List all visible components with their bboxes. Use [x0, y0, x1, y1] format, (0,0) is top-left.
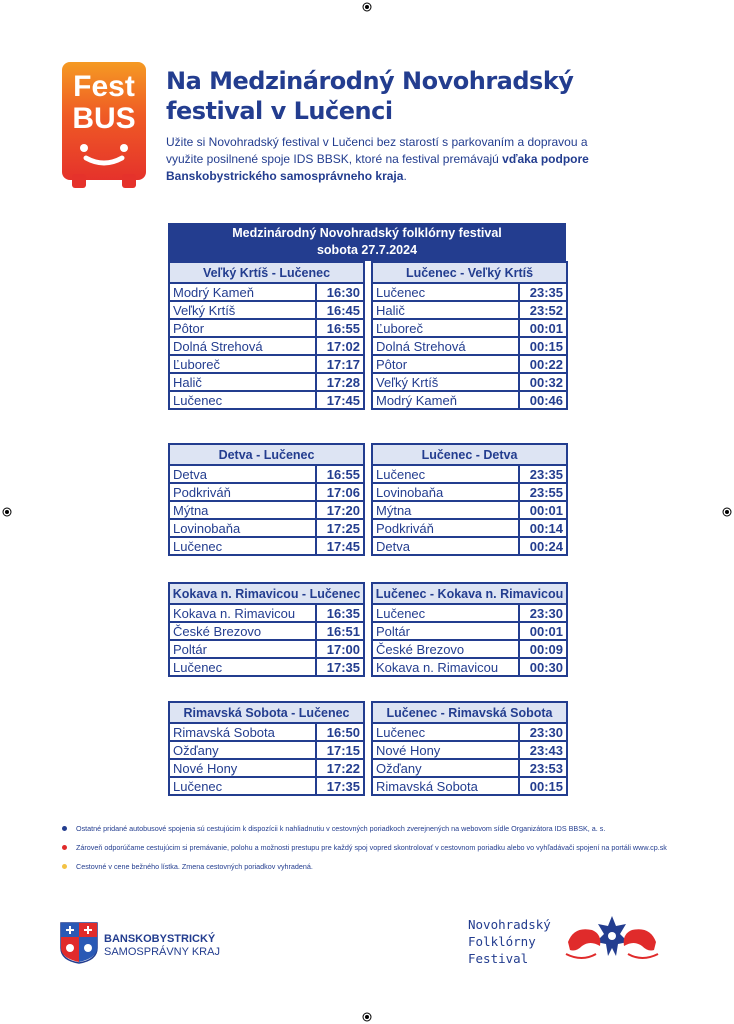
table-row: [169, 355, 567, 373]
route-title-outbound: Kokava n. Rimavicou - Lučenec: [169, 583, 364, 604]
stop-name: Lučenec: [372, 465, 519, 483]
stop-name: Poltár: [372, 622, 519, 640]
departure-time: 16:55: [316, 465, 364, 483]
stop-name: Veľký Krtíš: [169, 301, 316, 319]
stop-name: Lučenec: [169, 537, 316, 555]
stop-name: Mýtna: [372, 501, 519, 519]
stop-name: Poltár: [169, 640, 316, 658]
notes: [62, 824, 702, 881]
stop-name: Detva: [169, 465, 316, 483]
festival-name: Medzinárodný Novohradský folklórny festival: [232, 226, 502, 240]
festival-date: sobota 27.7.2024: [316, 243, 418, 257]
bbsk-logo: [60, 922, 260, 966]
table-row: [169, 283, 567, 301]
stop-name: Halič: [169, 373, 316, 391]
table-row: [169, 640, 567, 658]
route-title-outbound: Detva - Lučenec: [169, 444, 364, 465]
departure-time: 00:32: [519, 373, 567, 391]
stop-name: Ožďany: [169, 741, 316, 759]
timetable-1: [168, 223, 566, 410]
stop-name: Lučenec: [372, 604, 519, 622]
timetable-2: [168, 443, 566, 556]
table-row: [169, 319, 567, 337]
timetable-4: [168, 701, 566, 796]
departure-time: 00:22: [519, 355, 567, 373]
registration-mark-bottom: [362, 1012, 372, 1022]
table-row: [169, 301, 567, 319]
logo-text-bus: BUS: [72, 102, 136, 135]
departure-time: 23:30: [519, 604, 567, 622]
stop-name: České Brezovo: [169, 622, 316, 640]
table-row: [169, 777, 567, 795]
stop-name: Modrý Kameň: [372, 391, 519, 409]
departure-time: 00:14: [519, 519, 567, 537]
stop-name: Kokava n. Rimavicou: [169, 604, 316, 622]
stop-name: Rimavská Sobota: [372, 777, 519, 795]
departure-time: 00:01: [519, 501, 567, 519]
stop-name: Kokava n. Rimavicou: [372, 658, 519, 676]
registration-mark-right: [722, 507, 732, 517]
stop-name: Lučenec: [169, 777, 316, 795]
folk-ornament-icon: [562, 912, 662, 970]
table-row: [169, 622, 567, 640]
note-text: Ostatné pridané autobusové spojenia sú cestujúcim k dispozícii k nahliadnutiu v cestovných poriadkoch zverejnených na webovom sídle Organizátora IDS BBSK, a. s.: [76, 824, 606, 833]
departure-time: 16:45: [316, 301, 364, 319]
departure-time: 00:46: [519, 391, 567, 409]
departure-time: 17:00: [316, 640, 364, 658]
stop-name: České Brezovo: [372, 640, 519, 658]
stop-name: Ľuboreč: [169, 355, 316, 373]
nff-line-3: Festival: [468, 951, 529, 966]
departure-time: 16:50: [316, 723, 364, 741]
logo-text-fest: Fest: [73, 70, 135, 103]
departure-time: 00:30: [519, 658, 567, 676]
note-item: [62, 824, 702, 843]
departure-time: 00:01: [519, 319, 567, 337]
route-title-return: Lučenec - Detva: [372, 444, 567, 465]
title-line-1: Na Medzinárodný Novohradský: [166, 67, 574, 95]
departure-time: 17:17: [316, 355, 364, 373]
bbsk-line-2: SAMOSPRÁVNY KRAJ: [104, 946, 220, 958]
table-row: [169, 337, 567, 355]
departure-time: 00:09: [519, 640, 567, 658]
departure-time: 16:51: [316, 622, 364, 640]
route-table: [168, 261, 568, 410]
festival-header: [168, 223, 566, 261]
stop-name: Pôtor: [169, 319, 316, 337]
departure-time: 17:45: [316, 537, 364, 555]
nff-logo: [468, 912, 668, 968]
intro-text: [166, 134, 626, 185]
stop-name: Nové Hony: [169, 759, 316, 777]
note-item: [62, 862, 702, 881]
stop-name: Rimavská Sobota: [169, 723, 316, 741]
table-row: [169, 723, 567, 741]
registration-mark-left: [2, 507, 12, 517]
stop-name: Lovinobaňa: [372, 483, 519, 501]
departure-time: 00:01: [519, 622, 567, 640]
table-row: [169, 465, 567, 483]
departure-time: 00:15: [519, 337, 567, 355]
bullet-dot-icon: [62, 845, 67, 850]
table-row: [169, 483, 567, 501]
bullet-dot-icon: [62, 864, 67, 869]
departure-time: 17:20: [316, 501, 364, 519]
route-title-return: Lučenec - Veľký Krtíš: [372, 262, 567, 283]
note-item: [62, 843, 702, 862]
nff-line-2: Folklórny: [468, 934, 536, 949]
stop-name: Modrý Kameň: [169, 283, 316, 301]
stop-name: Lučenec: [169, 391, 316, 409]
table-row: [169, 658, 567, 676]
departure-time: 17:28: [316, 373, 364, 391]
departure-time: 16:35: [316, 604, 364, 622]
stop-name: Detva: [372, 537, 519, 555]
stop-name: Veľký Krtíš: [372, 373, 519, 391]
registration-mark-top: [362, 2, 372, 12]
departure-time: 23:35: [519, 283, 567, 301]
stop-name: Dolná Strehová: [372, 337, 519, 355]
departure-time: 17:22: [316, 759, 364, 777]
departure-time: 23:52: [519, 301, 567, 319]
bbsk-coat-of-arms-icon: [60, 922, 98, 964]
route-title-outbound: Veľký Krtíš - Lučenec: [169, 262, 364, 283]
timetable-3: [168, 582, 566, 677]
table-row: [169, 759, 567, 777]
route-table: [168, 582, 568, 677]
departure-time: 17:06: [316, 483, 364, 501]
departure-time: 23:53: [519, 759, 567, 777]
note-text: Cestovné v cene bežného lístka. Zmena cestovných poriadkov vyhradená.: [76, 862, 313, 871]
table-row: [169, 501, 567, 519]
departure-time: 16:30: [316, 283, 364, 301]
stop-name: Ožďany: [372, 759, 519, 777]
stop-name: Lučenec: [169, 658, 316, 676]
stop-name: Dolná Strehová: [169, 337, 316, 355]
departure-time: 17:25: [316, 519, 364, 537]
stop-name: Lovinobaňa: [169, 519, 316, 537]
table-row: [169, 519, 567, 537]
table-row: [169, 373, 567, 391]
stop-name: Nové Hony: [372, 741, 519, 759]
route-title-outbound: Rimavská Sobota - Lučenec: [169, 702, 364, 723]
departure-time: 17:35: [316, 658, 364, 676]
departure-time: 23:35: [519, 465, 567, 483]
route-table: [168, 443, 568, 556]
bullet-dot-icon: [62, 826, 67, 831]
stop-name: Pôtor: [372, 355, 519, 373]
stop-name: Mýtna: [169, 501, 316, 519]
route-title-return: Lučenec - Rimavská Sobota: [372, 702, 567, 723]
table-row: [169, 391, 567, 409]
table-row: [169, 537, 567, 555]
bbsk-line-1: BANSKOBYSTRICKÝ: [104, 933, 216, 945]
stop-name: Lučenec: [372, 723, 519, 741]
intro-end: .: [403, 169, 407, 183]
stop-name: Podkriváň: [169, 483, 316, 501]
departure-time: 17:02: [316, 337, 364, 355]
departure-time: 00:15: [519, 777, 567, 795]
nff-line-1: Novohradský: [468, 917, 551, 932]
route-title-return: Lučenec - Kokava n. Rimavicou: [372, 583, 567, 604]
intro-part: Užite si Novohradský festival v Lučenci bez starostí s parkovaním a dopravou a využite posilnené spoje IDS BBSK, ktoré na festival premávajú: [166, 135, 588, 166]
departure-time: 16:55: [316, 319, 364, 337]
departure-time: 00:24: [519, 537, 567, 555]
departure-time: 23:30: [519, 723, 567, 741]
departure-time: 17:15: [316, 741, 364, 759]
intro-bold: vďaka podpore Banskobystrického samosprávneho kraja: [166, 152, 589, 183]
stop-name: Podkriváň: [372, 519, 519, 537]
departure-time: 23:43: [519, 741, 567, 759]
table-row: [169, 604, 567, 622]
title-line-2: festival v Lučenci: [166, 97, 393, 125]
page-title: [166, 66, 626, 126]
stop-name: Lučenec: [372, 283, 519, 301]
route-table: [168, 701, 568, 796]
note-text: Zároveň odporúčame cestujúcim si premávanie, polohu a možnosti prestupu pre každý spoj vopred skontrolovať v cestovnom poriadku alebo vo vyhľadávači spojení na portáli www.cp.sk: [76, 843, 667, 852]
stop-name: Ľuboreč: [372, 319, 519, 337]
table-row: [169, 741, 567, 759]
stop-name: Halič: [372, 301, 519, 319]
festbus-logo: [62, 62, 146, 190]
departure-time: 23:55: [519, 483, 567, 501]
departure-time: 17:45: [316, 391, 364, 409]
departure-time: 17:35: [316, 777, 364, 795]
